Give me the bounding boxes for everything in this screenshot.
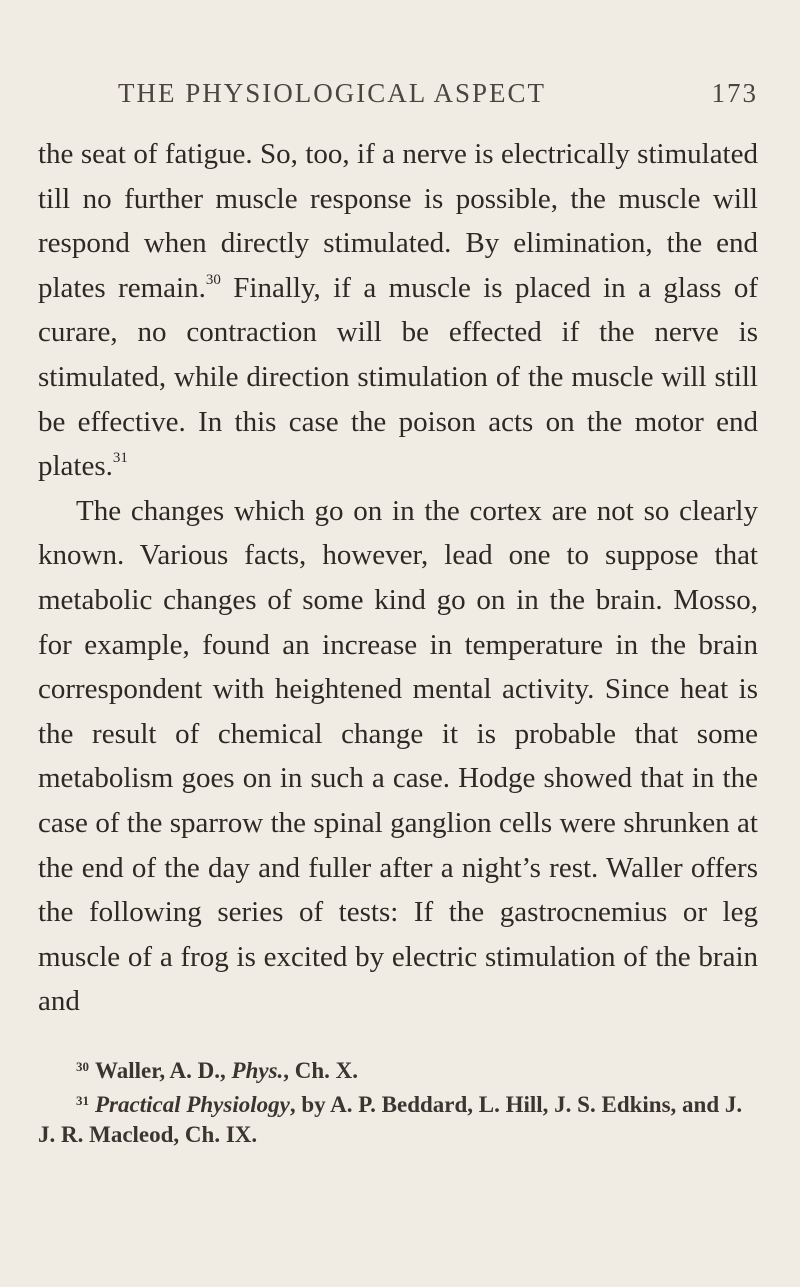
footnote-ref-31: 31 — [112, 450, 128, 467]
paragraph-1 — [38, 132, 758, 489]
body-text — [38, 132, 758, 1024]
footnote-30 — [38, 1052, 762, 1086]
footnote-italic: Practical Physiology — [95, 1092, 290, 1117]
paragraph-2: The changes which go on in the cortex are not so clearly known. Various facts, however, lead one to suppose that metabolic changes of some kind go on in the brain. Mosso, for example, found an increase in temperature in the brain correspondent with heightened mental activity. Since heat is the result of chemical change it is probable that some metabolism goes on in such a case. Hodge showed that in the case of the sparrow the spinal ganglion cells were shrunken at the end of the day and fuller after a night’s rest. Waller offers the following series of tests: If the gastrocnemius or leg muscle of a frog is excited by electric stimulation of the brain and — [38, 494, 758, 1018]
footnote-marker: 31 — [76, 1093, 89, 1108]
paragraph-1-text-a: the seat of fatigue. So, too, if a nerve is electrically stimulated till no further muscle response is possible, the muscle will respond when directly stimulated. By elimination, the end plates remain. — [38, 138, 758, 304]
footnote-31 — [38, 1086, 762, 1150]
footnote-text: , by A. P. Beddard, L. Hill, J. S. Edkins, and J. J. R. Macleod, Ch. IX. — [38, 1092, 743, 1147]
footnote-ref-30: 30 — [205, 271, 221, 288]
footnote-italic: Phys. — [231, 1058, 284, 1083]
footnote-text: , Ch. X. — [283, 1058, 359, 1083]
running-head — [118, 78, 758, 114]
footnotes — [38, 1052, 762, 1150]
running-head-title: THE PHYSIOLOGICAL ASPECT — [118, 78, 547, 108]
footnote-text: Waller, A. D., — [95, 1058, 232, 1083]
page-number: 173 — [711, 78, 758, 108]
footnote-marker: 30 — [76, 1059, 89, 1074]
paragraph-1-text-b: Finally, if a muscle is placed in a glass of curare, no contraction will be effected if the nerve is stimulated, while direction stimulation of the muscle will still be effective. In this case the poison acts on the motor end plates. — [38, 271, 758, 483]
